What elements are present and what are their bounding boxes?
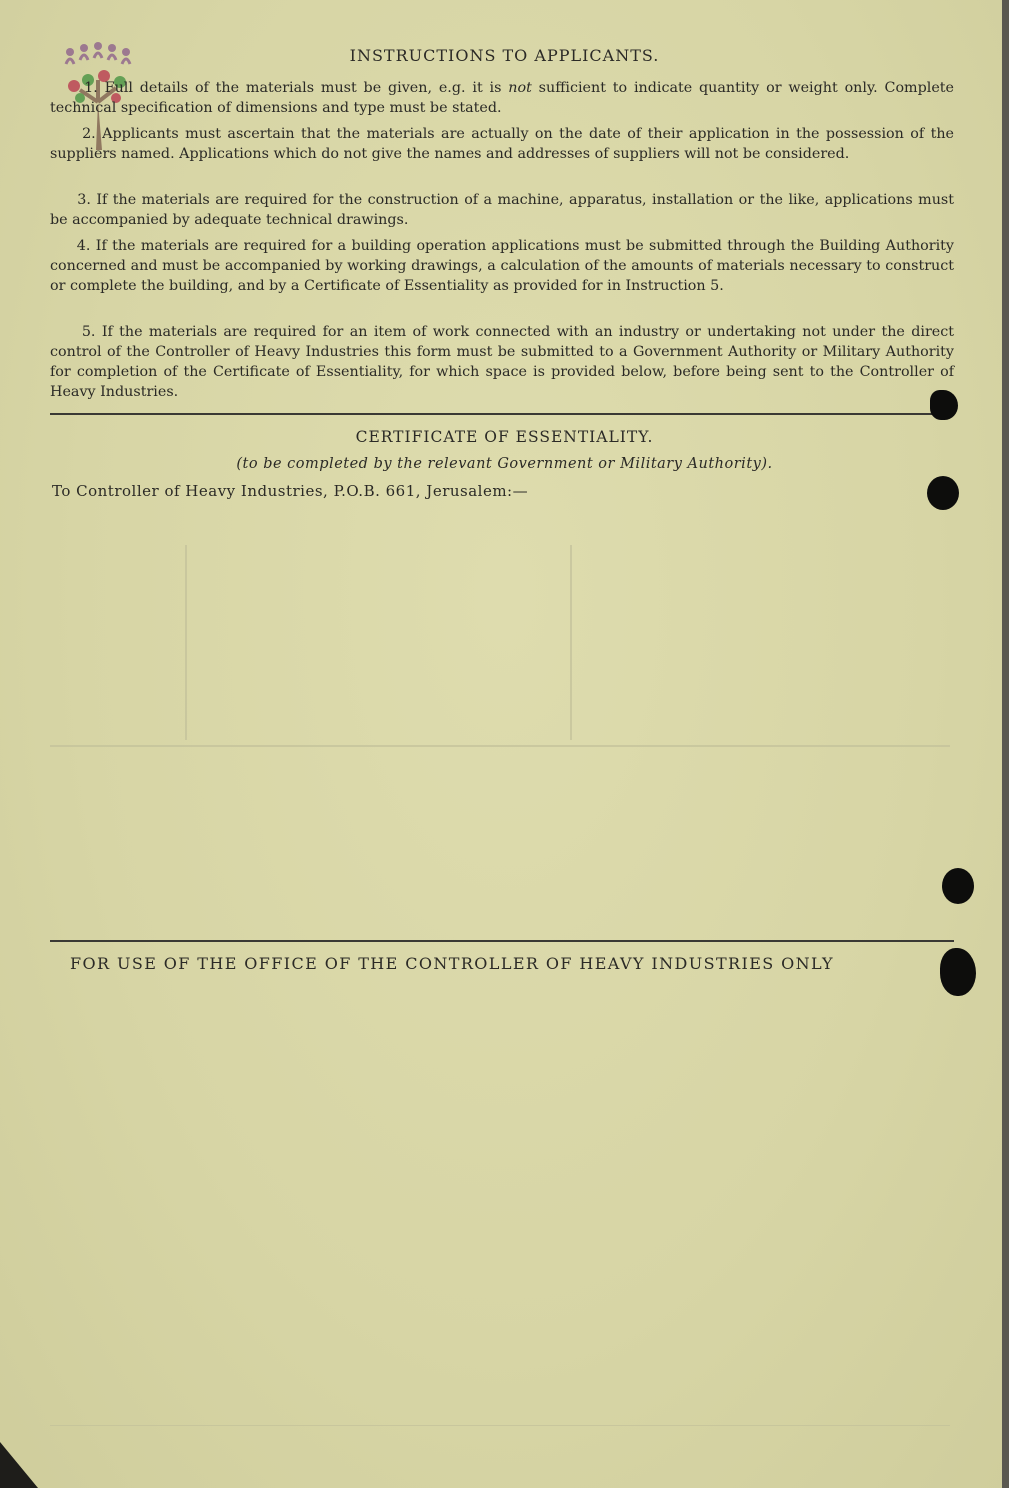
- punch-hole-icon: [927, 476, 959, 510]
- instruction-text: Applicants must ascertain that the materials are actually on the date of their application in the possession of the suppliers named. Applications which do not give the names and addresses of suppliers will not be considered.: [50, 126, 954, 162]
- instruction-1: [50, 78, 954, 118]
- instruction-number: 2.: [82, 126, 96, 142]
- instruction-number: 5.: [81, 324, 96, 340]
- bleed-through-line: [570, 545, 572, 740]
- instruction-5: [50, 322, 954, 402]
- section-divider: [50, 413, 954, 415]
- instruction-number: 1.: [84, 80, 98, 96]
- instruction-3: [50, 190, 954, 230]
- certificate-subtitle: (to be completed by the relevant Government or Military Authority).: [236, 456, 773, 472]
- certificate-title: CERTIFICATE OF ESSENTIALITY.: [355, 428, 654, 446]
- page-edge: [1002, 0, 1009, 1488]
- instruction-text: sufficient to indicate quantity or weight only. Complete technical specification of dimensions and type must be stated.: [50, 80, 955, 116]
- certificate-address: To Controller of Heavy Industries, P.O.B. 661, Jerusalem:—: [52, 482, 529, 500]
- punch-hole-icon: [942, 868, 974, 904]
- instruction-text: If the materials are required for the construction of a machine, apparatus, installation or the like, applications must be accompanied by adequate technical drawings.: [50, 192, 954, 228]
- instruction-emphasis: not: [508, 80, 532, 96]
- bleed-through-line: [185, 545, 187, 740]
- instruction-text: If the materials are required for an item of work connected with an industry or undertaking not under the direct control of the Controller of Heavy Industries this form must be submitted to a Government Authority or Military Authority for completion of the Certificate of Essentiality, for which space is provided below, before being sent to the Controller of Heavy Industries.: [50, 324, 955, 400]
- section-divider: [50, 940, 954, 942]
- instruction-number: 4.: [76, 238, 91, 254]
- instruction-text: Full details of the materials must be given, e.g. it is: [104, 80, 509, 96]
- instruction-text: If the materials are required for a building operation applications must be submitted through the Building Authority concerned and must be accompanied by working drawings, a calculation of the amounts of materials necessary to construct or complete the building, and by a Certificate of Essentiality as provided for in Instruction 5.: [50, 238, 954, 294]
- bleed-through-line: [50, 1425, 950, 1426]
- office-use-label: FOR USE OF THE OFFICE OF THE CONTROLLER OF HEAVY INDUSTRIES ONLY: [70, 954, 834, 973]
- punch-hole-icon: [930, 390, 958, 420]
- punch-hole-icon: [940, 948, 976, 996]
- bleed-through-line: [50, 745, 950, 747]
- page-corner: [0, 1442, 38, 1488]
- instruction-number: 3.: [77, 192, 91, 208]
- instructions-title: INSTRUCTIONS TO APPLICANTS.: [349, 46, 660, 65]
- instruction-4: [50, 236, 954, 296]
- instruction-2: [50, 124, 954, 164]
